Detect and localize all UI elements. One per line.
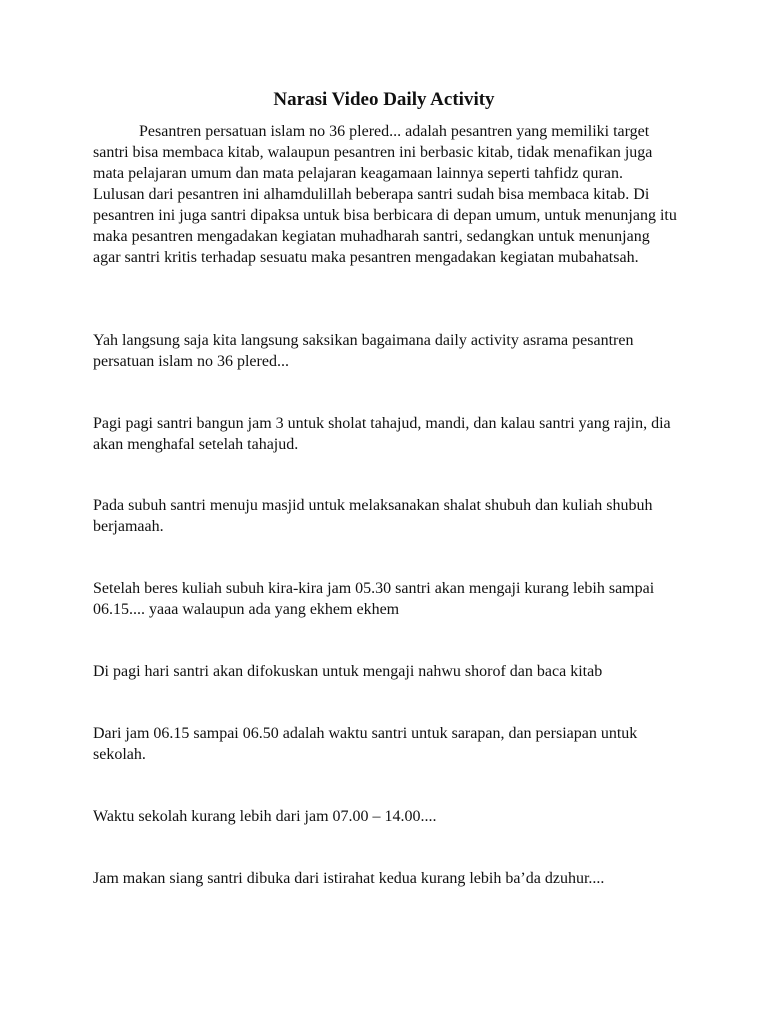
paragraph-breakfast: Dari jam 06.15 sampai 06.50 adalah waktu santri untuk sarapan, dan persiapan untuk sekolah. (93, 725, 638, 763)
paragraph-subuh: Pada subuh santri menuju masjid untuk melaksanakan shalat shubuh dan kuliah shubuh berjamaah. (93, 497, 653, 535)
document-title: Narasi Video Daily Activity (273, 89, 495, 110)
paragraph-school-time: Waktu sekolah kurang lebih dari jam 07.00 – 14.00.... (93, 808, 437, 825)
paragraph-mengaji: Setelah beres kuliah subuh kira-kira jam 05.30 santri akan mengaji kurang lebih sampai 06.15.... yaaa walaupun ada yang ekhem ekhem (93, 580, 655, 618)
paragraph-wake-up: Pagi pagi santri bangun jam 3 untuk sholat tahajud, mandi, dan kalau santri yang rajin, dia akan menghafal setelah tahajud. (93, 415, 671, 453)
paragraph-daily-activity-intro: Yah langsung saja kita langsung saksikan bagaimana daily activity asrama pesantren persatuan islam no 36 plered... (93, 332, 634, 370)
paragraph-intro: Pesantren persatuan islam no 36 plered... adalah pesantren yang memiliki target santri bisa membaca kitab, walaupun pesantren ini berbasic kitab, tidak menafikan juga mata pelajaran umum dan mata pelajaran keagamaan lainnya seperti tahfidz quran. Lulusan dari pesantren ini alhamdulillah beberapa santri sudah bisa membaca kitab. Di pesantren ini juga santri dipaksa untuk bisa berbicara di depan umum, untuk menunjang itu maka pesantren mengadakan kegiatan muhadharah santri, sedangkan untuk menunjang agar santri kritis terhadap sesuatu maka pesantren mengadakan kegiatan mubahatsah. (93, 123, 677, 266)
paragraph-morning-focus: Di pagi hari santri akan difokuskan untuk mengaji nahwu shorof dan baca kitab (93, 663, 603, 680)
paragraph-lunch: Jam makan siang santri dibuka dari istirahat kedua kurang lebih ba’da dzuhur.... (93, 870, 605, 887)
